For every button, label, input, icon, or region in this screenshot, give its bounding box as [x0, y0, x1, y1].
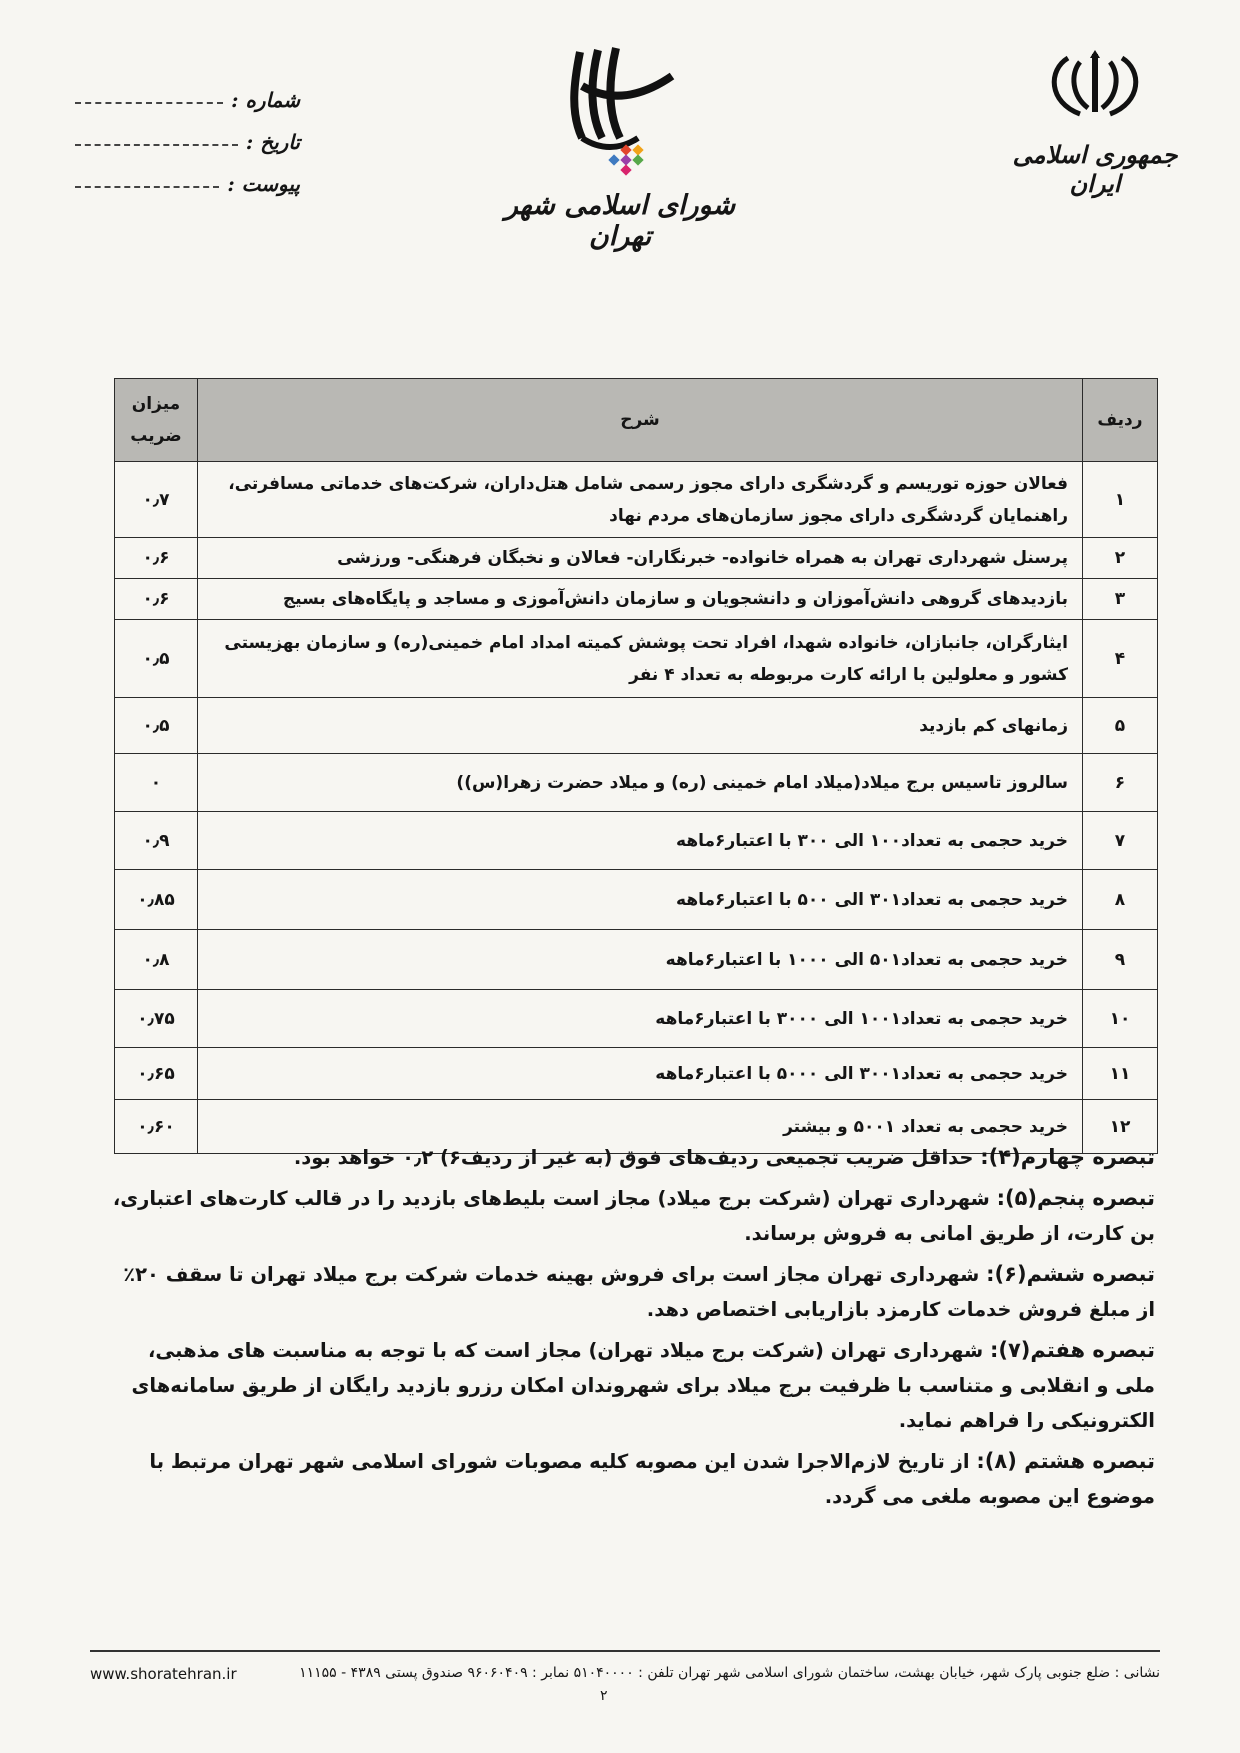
table-row: [115, 930, 1158, 990]
notes-section: [110, 1140, 1155, 1520]
row-factor: ۰: [115, 754, 198, 812]
row-description: خرید حجمی به تعداد۳۰۱ الی ۵۰۰ با اعتبار۶ماهه: [198, 870, 1083, 930]
table-row: [115, 698, 1158, 754]
note-title: تبصره ششم(۶):: [986, 1262, 1155, 1286]
row-description: ایثارگران، جانبازان، خانواده شهدا، افراد تحت پوشش کمیته امداد امام خمینی(ره) و سازمان بهزیستی کشور و معلولین با ارائه کارت مربوطه به تعداد ۴ نفر: [198, 620, 1083, 698]
footer-website-link[interactable]: www.shoratehran.ir: [90, 1665, 237, 1683]
meta-date-label: تاریخ :: [245, 130, 300, 154]
row-number: ۴: [1083, 620, 1158, 698]
row-factor: ۰٫۶: [115, 579, 198, 620]
council-name: شورای اسلامی شهر تهران: [504, 190, 736, 252]
meta-number-line: [75, 102, 223, 104]
row-factor: ۰٫۷۵: [115, 990, 198, 1048]
meta-number-label: شماره :: [231, 88, 300, 112]
table-row: [115, 990, 1158, 1048]
row-number: ۷: [1083, 812, 1158, 870]
note-text: حداقل ضریب تجمیعی ردیف‌های فوق (به غیر از ردیف۶) ۰٫۲ خواهد بود.: [293, 1146, 981, 1169]
meta-attachment-label: پیوست :: [227, 172, 300, 196]
table-row: [115, 579, 1158, 620]
meta-date-row: [75, 112, 300, 154]
row-number: ۱: [1083, 462, 1158, 538]
row-description: بازدیدهای گروهی دانش‌آموزان و دانشجویان و سازمان دانش‌آموزی و مساجد و پایگاه‌های بسیج: [198, 579, 1083, 620]
row-description: فعالان حوزه توریسم و گردشگری دارای مجوز رسمی شامل هتل‌داران، شرکت‌های خدماتی مسافرتی، راهنمایان گردشگری دارای مجوز سازمان‌های مردم نهاد: [198, 462, 1083, 538]
row-factor: ۰٫۶۰: [115, 1100, 198, 1154]
header-factor: میزان ضریب: [115, 379, 198, 462]
table-header-row: [115, 379, 1158, 462]
note-title: تبصره هشتم (۸):: [976, 1449, 1155, 1473]
row-number: ۱۰: [1083, 990, 1158, 1048]
iran-emblem-icon: [1040, 50, 1150, 120]
note-text: از تاریخ لازم‌الاجرا شدن این مصوبه کلیه مصوبات شورای اسلامی شهر تهران مرتبط با موضوع این مصوبه ملغی می گردد.: [149, 1450, 1155, 1508]
table-row: [115, 462, 1158, 538]
table-row: [115, 870, 1158, 930]
meta-number-row: [75, 70, 300, 112]
row-factor: ۰٫۷: [115, 462, 198, 538]
row-factor: ۰٫۶: [115, 538, 198, 579]
note-paragraph: [110, 1333, 1155, 1438]
row-factor: ۰٫۶۵: [115, 1048, 198, 1100]
note-paragraph: [110, 1181, 1155, 1251]
row-number: ۸: [1083, 870, 1158, 930]
row-factor: ۰٫۸۵: [115, 870, 198, 930]
table-row: [115, 1048, 1158, 1100]
note-text: شهرداری تهران (شرکت برج میلاد) مجاز است بلیط‌های بازدید را در قالب کارت‌های اعتباری، بن کارت، از طریق امانی به فروش برساند.: [112, 1187, 1155, 1245]
row-number: ۱۲: [1083, 1100, 1158, 1154]
footer-divider: [90, 1650, 1160, 1652]
note-title: تبصره پنجم(۵):: [996, 1186, 1155, 1210]
row-factor: ۰٫۵: [115, 620, 198, 698]
table-row: [115, 620, 1158, 698]
note-text: شهرداری تهران مجاز است برای فروش بهینه خدمات شرکت برج میلاد تهران تا سقف ۲۰٪ از مبلغ فروش خدمات کارمزد بازاریابی اختصاص دهد.: [123, 1263, 1155, 1321]
meta-date-line: [75, 144, 238, 146]
note-title: تبصره چهارم(۴):: [980, 1145, 1155, 1169]
row-description: خرید حجمی به تعداد۱۰۰۱ الی ۳۰۰۰ با اعتبار۶ماهه: [198, 990, 1083, 1048]
row-number: ۹: [1083, 930, 1158, 990]
row-description: پرسنل شهرداری تهران به همراه خانواده- خبرنگاران- فعالان و نخبگان فرهنگی- ورزشی: [198, 538, 1083, 579]
row-description: سالروز تاسیس برج میلاد(میلاد امام خمینی (ره) و میلاد حضرت زهرا(س)): [198, 754, 1083, 812]
note-title: تبصره هفتم(۷):: [989, 1338, 1155, 1362]
row-factor: ۰٫۵: [115, 698, 198, 754]
row-number: ۶: [1083, 754, 1158, 812]
header-description: شرح: [198, 379, 1083, 462]
page-number: ۲: [600, 1688, 608, 1704]
factor-table: [114, 378, 1158, 1154]
row-description: خرید حجمی به تعداد۱۰۰ الی ۳۰۰ با اعتبار۶ماهه: [198, 812, 1083, 870]
row-description: خرید حجمی به تعداد۵۰۱ الی ۱۰۰۰ با اعتبار۶ماهه: [198, 930, 1083, 990]
row-number: ۳: [1083, 579, 1158, 620]
note-paragraph: [110, 1140, 1155, 1175]
row-number: ۵: [1083, 698, 1158, 754]
table-row: [115, 538, 1158, 579]
note-paragraph: [110, 1444, 1155, 1514]
header-row-number: ردیف: [1083, 379, 1158, 462]
row-factor: ۰٫۹: [115, 812, 198, 870]
note-text: شهرداری تهران (شرکت برج میلاد تهران) مجاز است که با توجه به مناسبت های مذهبی، ملی و انقلابی و متناسب با ظرفیت برج میلاد برای شهروندان امکان رزرو بازدید رایگان از طریق سامانه‌های الکترونیکی را فراهم نماید.: [131, 1339, 1155, 1432]
row-number: ۱۱: [1083, 1048, 1158, 1100]
table-row: [115, 812, 1158, 870]
meta-attachment-row: [75, 154, 300, 196]
row-number: ۲: [1083, 538, 1158, 579]
letter-meta: [75, 70, 300, 196]
council-logo-icon: [560, 42, 680, 182]
row-description: خرید حجمی به تعداد۳۰۰۱ الی ۵۰۰۰ با اعتبار۶ماهه: [198, 1048, 1083, 1100]
note-paragraph: [110, 1257, 1155, 1327]
emblem-caption: جمهوری اسلامی ایران: [1012, 140, 1178, 198]
row-description: زمانهای کم بازدید: [198, 698, 1083, 754]
row-description: خرید حجمی به تعداد ۵۰۰۱ و بیشتر: [198, 1100, 1083, 1154]
table-row: [115, 754, 1158, 812]
meta-attachment-line: [75, 186, 219, 188]
row-factor: ۰٫۸: [115, 930, 198, 990]
footer-address: نشانی : ضلع جنوبی پارک شهر، خیابان بهشت، ساختمان شورای اسلامی شهر تهران تلفن : ۵۱۰۴۰۰۰۰ نمابر : ۹۶۰۶۰۴۰۹ صندوق پستی ۴۳۸۹ - ۱۱۱۵۵: [299, 1665, 1160, 1681]
